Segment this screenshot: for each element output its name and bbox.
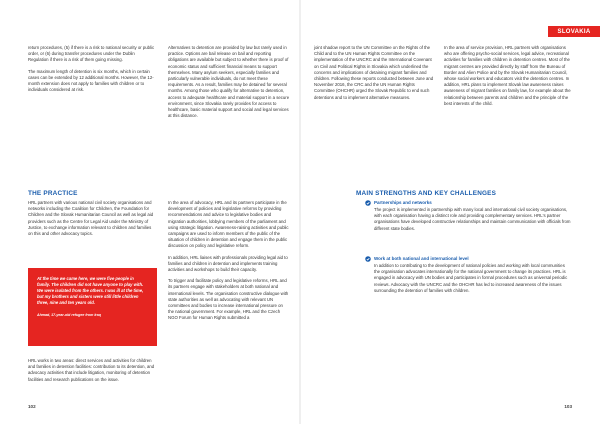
quote-attribution: Ahmad, 17-year-old refugee from Iraq: [37, 313, 101, 317]
strength-item: [365, 256, 571, 294]
section-heading-strengths: MAIN STRENGTHS AND KEY CHALLENGES: [356, 190, 497, 197]
strength-heading: [365, 256, 571, 262]
right-top-column: [314, 45, 436, 101]
paragraph: return procedures, (5) if there is a risk to national security or public order, or (6) during transfer procedures under the Dublin Regulation if there is a risk of them going missing.: [28, 45, 155, 63]
strength-title: Partnerships and networks: [374, 200, 432, 205]
paragraph: HRL partners with various national civil society organisations and networks including the Coalition for Children, the Foundation for Children and the Slovak Humanitarian Council as well as legal aid providers such as the Centre for Legal Aid under the Ministry of Justice, to exchange information relevant to children and families on this and other advocacy topics.: [28, 200, 154, 237]
strength-text: In addition to contributing to the development of national policies and working with local communities the organisation advocates internationally for the national government to change its practices. HRL is engaged in advocacy with UN bodies and participates in formal procedures such as universal periodic reviews. Advocacy with the UNCRC and the OHCHR has led to increased awareness of the issues surrounding the detention of families with children.: [374, 263, 568, 293]
country-tab: [548, 26, 600, 37]
paragraph: To trigger and facilitate policy and legislative reforms, HRL and its partners engage with stakeholders at both national and international levels. The organisation constructive dialogue with state authorities as well as advocating with relevant UN committees and bodies to increase international pressure on the national government. For example, HRL and the Czech NGO Forum for Human Rights submitted a: [168, 278, 289, 321]
paragraph: In the area of service provision, HRL partners with organisations who are offering psycho-social services, legal advice, recreational activities for families with children in detention centres. Most of the migrant centres are provided directly by staff from the Bureau of Border and Alien Police and by the Slovak Humanitarian Council, whose social workers and educators visit the detention centres. In addition, HRL plans to implement Slovak law awareness raises awareness of migrant families on family law, for example about the relationship between parents and children and the principle of the best interests of the child.: [444, 45, 571, 106]
paragraph: The maximum length of detention is six months, which in certain cases can be extended by 12 additional months. However, the 12-month extension does not apply to families with children or to individuals considered at risk.: [28, 68, 154, 93]
practice-center-column: [168, 200, 290, 322]
far-right-top-column: [444, 45, 572, 107]
plus-circle-icon: [365, 256, 371, 262]
page-number-left: 102: [28, 404, 36, 409]
left-top-column: [28, 45, 156, 93]
paragraph: Alternatives to detention are provided by law but rarely used in practice. Options are bail release on bail and reporting obligations are available but subject to whether there is proof of economic status and sufficient financial means to support themselves. Many asylum seekers, especially families and particularly vulnerable individuals, do not meet these requirements. As a result, families may be detained for several months. Among those who qualify for alternative to detention, access to adequate healthcare and material support in a secure environment, since Slovakia rarely provides for access to healthcare, basic material support and social and legal services at this distance.: [168, 45, 290, 119]
page-number-right: 103: [564, 404, 572, 409]
strength-title: Work at both national and international level: [374, 256, 469, 261]
strength-text: The project is implemented in partnership with many local and international civil society organisations, with each organisation having a distinct role and providing complementary services. HRL's partner organisations have developed constructive relationships and maintain communication with officials from different state bodies.: [374, 207, 571, 231]
strength-item: [365, 200, 571, 232]
spread-divider: [299, 0, 301, 424]
practice-left-column: [28, 200, 156, 237]
paragraph: In the area of advocacy, HRL and its partners participate in the development of policies and legislative reforms by providing recommendations and advice to legislative bodies and migration authorities, lobbying members of the parliament and using strategic litigation. Awareness-raising activities and public campaigns are used to inform members of the public of the situation of children in detention and engage them in the public discussion on policy and legislative reform.: [168, 200, 289, 249]
quote-box: [28, 268, 157, 346]
paragraph: joint shadow report to the UN Committee on the Rights of the Child and to the UN Human Rights Committee on the implementation of the UNCRC and the International Covenant on Civil and Political Rights in Slovakia which underlined the concerns and implications of detaining migrant families and children. Following these reports conducted between June and November 2016, the CRC and the UN Human Rights Committee (OHCHR) urged the Slovak Republic to end such detentions and to implement alternative measures.: [314, 45, 434, 100]
strength-heading: [365, 200, 571, 206]
center-top-column: [168, 45, 290, 119]
country-label: SLOVAKIA: [557, 28, 591, 35]
paragraph: HRL works in two areas: direct services and activities for children and families in detention facilities: contribution to its detention, and advocacy activities that include litigation, monitoring of detention facilities and research publications on the issue.: [28, 358, 155, 382]
plus-circle-icon: [365, 200, 371, 206]
section-heading-practice: THE PRACTICE: [28, 190, 78, 197]
quote-text: At the time we came here, we were five people in family. The children did not have anyone to play with. We were isolated from the others. I was ill at the time, but my brothers and sisters were still little children three, nine and ten years old.: [37, 276, 144, 305]
practice-bottom-left-column: [28, 358, 156, 383]
paragraph: In addition, HRL liaises with professionals providing legal aid to families and children in detention and implements training activities and workshops to build their capacity.: [168, 254, 288, 273]
